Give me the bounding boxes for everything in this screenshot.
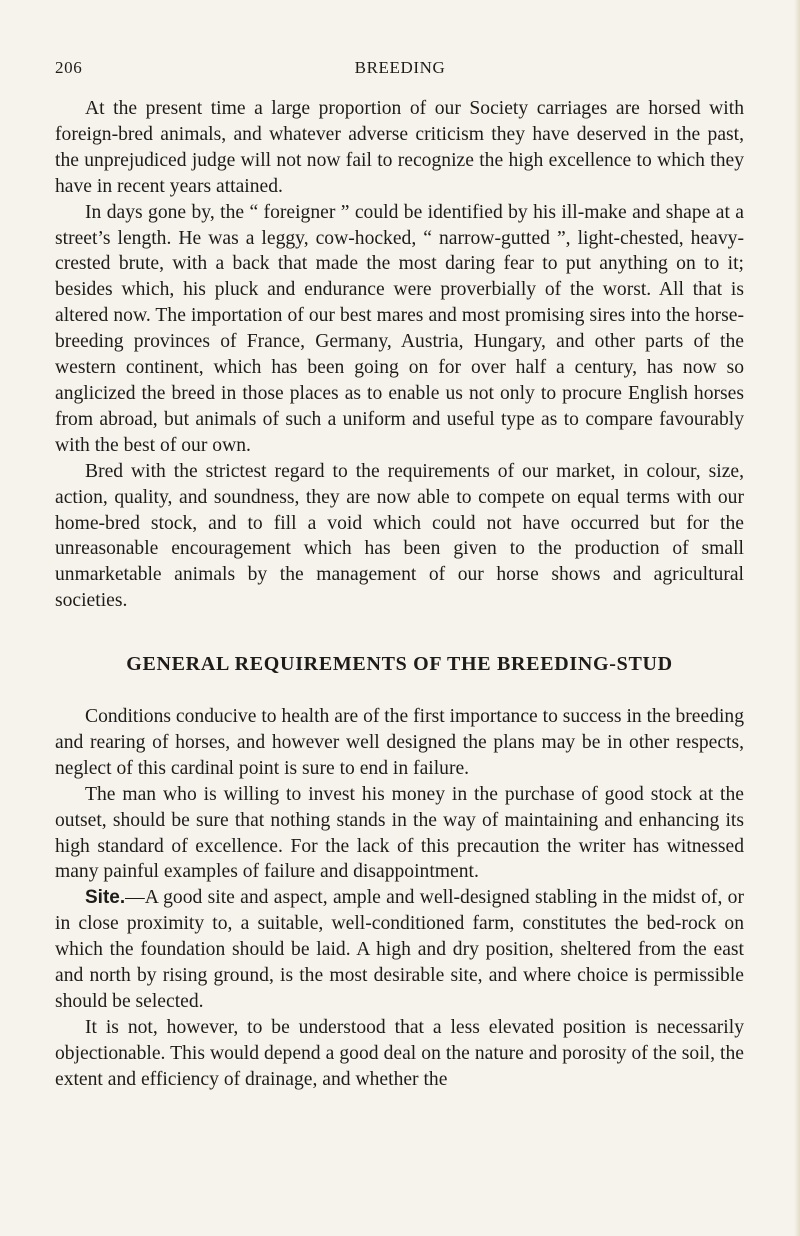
paragraph-health-conditions: Conditions conducive to health are of the first importance to success in the breeding and rearing of horses, and however well designed the plans may be in other respects, neglect of this cardinal point is sure to end in failure.	[55, 706, 744, 779]
section-heading: GENERAL REQUIREMENTS OF THE BREEDING-STUD	[126, 653, 673, 676]
site-paragraph-text: —A good site and aspect, ample and well-designed stabling in the midst of, or in close proximity to, a suitable, well-conditioned farm, constitutes the bed-rock on which the foundation should be laid. A high and dry position, sheltered from the east and north by rising ground, is the most desirable site, and where choice is permissible should be selected.	[55, 887, 744, 1012]
paragraph-foreign-carriage-horses: At the present time a large proportion of our Society carriages are horsed with foreign-bred animals, and whatever adverse criticism they have deserved in the past, the unprejudiced judge will not now fail to recognize the high excellence to which they have in recent years attained.	[55, 98, 744, 197]
running-head-title: BREEDING	[354, 58, 446, 77]
paragraph-investment-precaution: The man who is willing to invest his money in the purchase of good stock at the outset, should be sure that nothing stands in the way of maintaining and enhancing its high standard of excellence. For the lack of this precaution the writer has witnessed many painful examples of failure and disappointment.	[55, 783, 744, 883]
paragraph-foreigner-description: In days gone by, the “ foreigner ” could be identified by his ill-make and shape at a street’s length. He was a leggy, cow-hocked, “ narrow-gutted ”, light-chested, heavy-crested brute, with a back that made the most daring fear to put anything on to it; besides which, his pluck and endurance were proverbially of the worst. All that is altered now. The importation of our best mares and most promising sires into the horse-breeding provinces of France, Germany, Austria, Hungary, and other parts of the western continent, which has been going on for over half a century, has now so anglicized the breed in those places as to enable us not only to procure English horses from abroad, but animals of such a uniform and useful type as to compare favourably with the best of our own.	[55, 201, 744, 456]
page-number: 206	[55, 58, 83, 77]
paragraph-site	[55, 885, 744, 1015]
site-run-in-heading: Site.	[85, 887, 126, 909]
running-head	[55, 58, 745, 82]
page-edge-shading	[794, 0, 800, 1236]
paragraph-elevated-position: It is not, however, to be understood that a less elevated position is necessarily objectionable. This would depend a good deal on the nature and porosity of the soil, the extent and efficiency of drainage, and whether the	[55, 1016, 744, 1090]
paragraph-bred-for-market: Bred with the strictest regard to the requirements of our market, in colour, size, action, quality, and soundness, they are now able to compete on equal terms with our home-bred stock, and to fill a void which could not have occurred but for the unreasonable encouragement which has been given to the production of small unmarketable animals by the management of our horse shows and agricultural societies.	[55, 460, 744, 612]
body-text	[55, 96, 744, 1093]
